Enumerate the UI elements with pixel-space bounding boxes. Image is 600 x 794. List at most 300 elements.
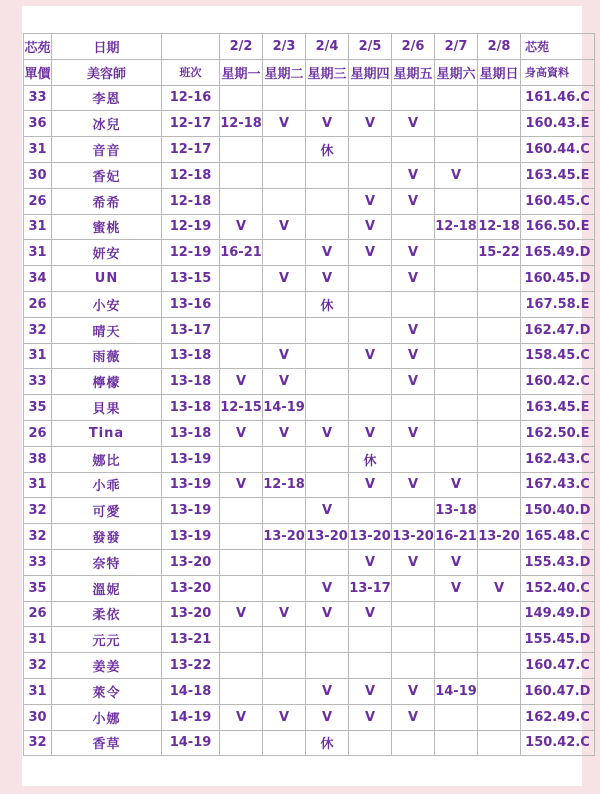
shift-cell: 14-18: [162, 678, 220, 704]
schedule-cell: [220, 627, 263, 653]
schedule-cell: 14-19: [263, 395, 306, 421]
height-info-cell: 160.47.C: [521, 653, 595, 679]
schedule-cell: [435, 369, 478, 395]
table-row: [24, 137, 595, 163]
schedule-cell: [478, 498, 521, 524]
shift-cell: 13-18: [162, 395, 220, 421]
unit-price-cell: 31: [24, 214, 52, 240]
height-info-cell: 155.43.D: [521, 549, 595, 575]
schedule-cell: 休: [306, 291, 349, 317]
schedule-cell: [306, 162, 349, 188]
height-info-cell: 160.44.C: [521, 137, 595, 163]
schedule-cell: [220, 162, 263, 188]
shift-cell: 13-22: [162, 653, 220, 679]
schedule-cell: V: [306, 678, 349, 704]
header-day-wed: 星期三: [306, 59, 349, 85]
schedule-cell: [220, 524, 263, 550]
height-info-cell: 166.50.E: [521, 214, 595, 240]
schedule-cell: [478, 291, 521, 317]
unit-price-cell: 26: [24, 291, 52, 317]
schedule-cell: V: [349, 214, 392, 240]
schedule-cell: 13-20: [306, 524, 349, 550]
schedule-cell: [263, 317, 306, 343]
schedule-cell: [435, 240, 478, 266]
schedule-cell: [263, 188, 306, 214]
unit-price-cell: 32: [24, 730, 52, 756]
height-info-cell: 150.40.D: [521, 498, 595, 524]
schedule-cell: V: [349, 188, 392, 214]
height-info-cell: 162.43.C: [521, 446, 595, 472]
height-info-cell: 160.43.E: [521, 111, 595, 137]
header-beautician-label: 美容師: [52, 59, 162, 85]
schedule-cell: [435, 266, 478, 292]
header-day-sat: 星期六: [435, 59, 478, 85]
schedule-cell: [435, 730, 478, 756]
schedule-cell: V: [263, 111, 306, 137]
schedule-cell: V: [263, 704, 306, 730]
unit-price-cell: 30: [24, 704, 52, 730]
shift-cell: 12-17: [162, 111, 220, 137]
beautician-name-cell: 小安: [52, 291, 162, 317]
header-dates-row: [24, 34, 595, 60]
table-row: [24, 343, 595, 369]
height-info-cell: 160.47.D: [521, 678, 595, 704]
shift-cell: 13-19: [162, 446, 220, 472]
schedule-cell: [435, 446, 478, 472]
unit-price-cell: 38: [24, 446, 52, 472]
schedule-cell: [435, 343, 478, 369]
unit-price-cell: 34: [24, 266, 52, 292]
unit-price-cell: 26: [24, 188, 52, 214]
schedule-cell: [263, 575, 306, 601]
beautician-name-cell: 冰兒: [52, 111, 162, 137]
header-date-sun: 2/8: [478, 34, 521, 60]
schedule-cell: [263, 678, 306, 704]
schedule-cell: V: [263, 601, 306, 627]
shift-cell: 12-17: [162, 137, 220, 163]
schedule-cell: V: [306, 111, 349, 137]
schedule-cell: [478, 137, 521, 163]
beautician-name-cell: 雨薇: [52, 343, 162, 369]
header-day-tue: 星期二: [263, 59, 306, 85]
table-row: [24, 111, 595, 137]
schedule-cell: V: [263, 420, 306, 446]
height-info-cell: 160.45.D: [521, 266, 595, 292]
schedule-cell: [220, 137, 263, 163]
schedule-cell: V: [392, 162, 435, 188]
schedule-cell: [392, 730, 435, 756]
schedule-cell: V: [306, 498, 349, 524]
schedule-cell: V: [349, 472, 392, 498]
schedule-cell: 休: [306, 730, 349, 756]
schedule-cell: [349, 291, 392, 317]
schedule-cell: [263, 137, 306, 163]
schedule-cell: [478, 653, 521, 679]
height-info-cell: 162.49.C: [521, 704, 595, 730]
schedule-cell: [478, 549, 521, 575]
header-days-row: [24, 59, 595, 85]
height-info-cell: 165.48.C: [521, 524, 595, 550]
shift-cell: 13-18: [162, 420, 220, 446]
schedule-cell: [263, 549, 306, 575]
beautician-name-cell: 香草: [52, 730, 162, 756]
schedule-cell: [478, 395, 521, 421]
shift-cell: 13-18: [162, 369, 220, 395]
beautician-name-cell: 蜜桃: [52, 214, 162, 240]
schedule-cell: V: [263, 343, 306, 369]
table-row: [24, 678, 595, 704]
schedule-cell: V: [220, 472, 263, 498]
schedule-cell: [349, 85, 392, 111]
shift-cell: 12-19: [162, 240, 220, 266]
schedule-cell: V: [349, 111, 392, 137]
schedule-cell: [349, 653, 392, 679]
schedule-cell: [220, 446, 263, 472]
beautician-name-cell: 李恩: [52, 85, 162, 111]
schedule-cell: [478, 446, 521, 472]
schedule-cell: V: [220, 601, 263, 627]
schedule-cell: 12-18: [478, 214, 521, 240]
schedule-cell: [478, 678, 521, 704]
shift-cell: 13-19: [162, 472, 220, 498]
header-date-sat: 2/7: [435, 34, 478, 60]
unit-price-cell: 31: [24, 472, 52, 498]
schedule-cell: 12-18: [220, 111, 263, 137]
schedule-cell: [263, 730, 306, 756]
schedule-cell: [435, 627, 478, 653]
schedule-cell: [306, 627, 349, 653]
schedule-cell: [263, 85, 306, 111]
table-row: [24, 420, 595, 446]
unit-price-cell: 35: [24, 395, 52, 421]
shift-cell: 13-18: [162, 343, 220, 369]
schedule-cell: [478, 704, 521, 730]
beautician-name-cell: 香妃: [52, 162, 162, 188]
schedule-cell: V: [349, 343, 392, 369]
schedule-cell: 12-18: [435, 214, 478, 240]
header-day-fri: 星期五: [392, 59, 435, 85]
height-info-cell: 149.49.D: [521, 601, 595, 627]
schedule-cell: [220, 85, 263, 111]
header-shift-blank: [162, 34, 220, 60]
schedule-cell: [306, 446, 349, 472]
schedule-cell: V: [306, 575, 349, 601]
schedule-cell: V: [349, 240, 392, 266]
schedule-cell: [478, 343, 521, 369]
schedule-cell: [263, 627, 306, 653]
schedule-cell: [478, 601, 521, 627]
beautician-name-cell: 可愛: [52, 498, 162, 524]
unit-price-cell: 31: [24, 343, 52, 369]
schedule-cell: [478, 317, 521, 343]
header-date-wed: 2/4: [306, 34, 349, 60]
schedule-cell: [478, 730, 521, 756]
schedule-cell: [435, 317, 478, 343]
table-row: [24, 291, 595, 317]
schedule-cell: [306, 317, 349, 343]
schedule-cell: V: [263, 214, 306, 240]
height-info-cell: 162.47.D: [521, 317, 595, 343]
beautician-name-cell: 柔依: [52, 601, 162, 627]
schedule-cell: V: [306, 704, 349, 730]
schedule-cell: [220, 653, 263, 679]
schedule-cell: [435, 85, 478, 111]
schedule-cell: [263, 291, 306, 317]
table-row: [24, 549, 595, 575]
schedule-cell: [435, 653, 478, 679]
header-date-thu: 2/5: [349, 34, 392, 60]
beautician-name-cell: Tina: [52, 420, 162, 446]
table-row: [24, 601, 595, 627]
schedule-cell: [478, 266, 521, 292]
schedule-cell: V: [392, 678, 435, 704]
schedule-cell: 13-20: [349, 524, 392, 550]
schedule-cell: 12-15: [220, 395, 263, 421]
height-info-cell: 167.58.E: [521, 291, 595, 317]
schedule-cell: V: [263, 266, 306, 292]
schedule-cell: V: [306, 266, 349, 292]
schedule-cell: [306, 188, 349, 214]
schedule-cell: V: [392, 369, 435, 395]
unit-price-cell: 31: [24, 240, 52, 266]
beautician-name-cell: 姜姜: [52, 653, 162, 679]
header-date-mon: 2/2: [220, 34, 263, 60]
schedule-cell: [220, 291, 263, 317]
schedule-cell: 16-21: [435, 524, 478, 550]
schedule-cell: [392, 498, 435, 524]
schedule-cell: [392, 395, 435, 421]
schedule-cell: [306, 85, 349, 111]
schedule-cell: V: [349, 549, 392, 575]
schedule-cell: V: [392, 111, 435, 137]
shift-cell: 13-17: [162, 317, 220, 343]
schedule-cell: [478, 188, 521, 214]
height-info-cell: 162.50.E: [521, 420, 595, 446]
table-row: [24, 240, 595, 266]
header-info-label: 芯苑: [521, 34, 595, 60]
schedule-cell: [349, 395, 392, 421]
schedule-cell: V: [392, 317, 435, 343]
table-row: [24, 575, 595, 601]
table-row: [24, 446, 595, 472]
unit-price-cell: 26: [24, 420, 52, 446]
schedule-cell: [220, 188, 263, 214]
beautician-name-cell: 音音: [52, 137, 162, 163]
header-date-fri: 2/6: [392, 34, 435, 60]
table-row: [24, 266, 595, 292]
schedule-cell: V: [220, 420, 263, 446]
schedule-cell: [478, 85, 521, 111]
height-info-cell: 165.49.D: [521, 240, 595, 266]
beautician-name-cell: 溫妮: [52, 575, 162, 601]
unit-price-cell: 33: [24, 369, 52, 395]
table-row: [24, 730, 595, 756]
unit-price-cell: 32: [24, 498, 52, 524]
height-info-cell: 155.45.D: [521, 627, 595, 653]
schedule-cell: [306, 343, 349, 369]
schedule-cell: 14-19: [435, 678, 478, 704]
schedule-cell: [220, 498, 263, 524]
table-row: [24, 85, 595, 111]
schedule-cell: V: [392, 240, 435, 266]
unit-price-cell: 32: [24, 653, 52, 679]
schedule-cell: 13-20: [263, 524, 306, 550]
schedule-cell: [435, 420, 478, 446]
schedule-cell: [349, 317, 392, 343]
unit-price-cell: 33: [24, 85, 52, 111]
schedule-cell: V: [392, 343, 435, 369]
schedule-cell: [392, 601, 435, 627]
unit-price-cell: 33: [24, 549, 52, 575]
schedule-cell: [349, 627, 392, 653]
height-info-cell: 160.45.C: [521, 188, 595, 214]
schedule-cell: [220, 266, 263, 292]
schedule-cell: [392, 137, 435, 163]
unit-price-cell: 31: [24, 627, 52, 653]
shift-cell: 14-19: [162, 704, 220, 730]
schedule-cell: [435, 704, 478, 730]
schedule-cell: [349, 498, 392, 524]
schedule-cell: [263, 446, 306, 472]
header-height-info-label: 身高資料: [521, 59, 595, 85]
beautician-name-cell: 貝果: [52, 395, 162, 421]
schedule-cell: V: [263, 369, 306, 395]
shift-cell: 13-19: [162, 524, 220, 550]
header-price-label: 芯苑: [24, 34, 52, 60]
beautician-name-cell: 發發: [52, 524, 162, 550]
schedule-cell: [478, 472, 521, 498]
unit-price-cell: 32: [24, 317, 52, 343]
height-info-cell: 160.42.C: [521, 369, 595, 395]
schedule-cell: [349, 137, 392, 163]
unit-price-cell: 31: [24, 678, 52, 704]
beautician-name-cell: 小娜: [52, 704, 162, 730]
schedule-cell: [478, 369, 521, 395]
beautician-name-cell: 元元: [52, 627, 162, 653]
schedule-cell: [392, 575, 435, 601]
schedule-cell: [220, 678, 263, 704]
table-row: [24, 627, 595, 653]
unit-price-cell: 36: [24, 111, 52, 137]
shift-cell: 12-18: [162, 162, 220, 188]
shift-cell: 13-20: [162, 601, 220, 627]
shift-cell: 14-19: [162, 730, 220, 756]
schedule-cell: [478, 627, 521, 653]
table-row: [24, 317, 595, 343]
schedule-cell: [392, 214, 435, 240]
schedule-cell: V: [220, 369, 263, 395]
schedule-cell: [478, 420, 521, 446]
schedule-cell: [392, 291, 435, 317]
schedule-cell: V: [392, 472, 435, 498]
header-day-thu: 星期四: [349, 59, 392, 85]
height-info-cell: 163.45.E: [521, 395, 595, 421]
table-row: [24, 214, 595, 240]
unit-price-cell: 32: [24, 524, 52, 550]
schedule-cell: [435, 137, 478, 163]
beautician-name-cell: 希希: [52, 188, 162, 214]
schedule-cell: V: [435, 549, 478, 575]
schedule-cell: [263, 240, 306, 266]
header-unit-price-label: 單價: [24, 59, 52, 85]
table-row: [24, 653, 595, 679]
header-day-mon: 星期一: [220, 59, 263, 85]
schedule-cell: [435, 601, 478, 627]
beautician-name-cell: 奈特: [52, 549, 162, 575]
schedule-cell: 13-18: [435, 498, 478, 524]
schedule-cell: [306, 214, 349, 240]
table-row: [24, 369, 595, 395]
schedule-cell: V: [349, 420, 392, 446]
beautician-name-cell: 娜比: [52, 446, 162, 472]
shift-cell: 13-16: [162, 291, 220, 317]
schedule-cell: [349, 162, 392, 188]
schedule-cell: V: [392, 188, 435, 214]
table-row: [24, 395, 595, 421]
schedule-cell: 13-17: [349, 575, 392, 601]
table-row: [24, 472, 595, 498]
schedule-cell: V: [392, 266, 435, 292]
schedule-cell: [220, 343, 263, 369]
schedule-cell: 16-21: [220, 240, 263, 266]
schedule-cell: V: [478, 575, 521, 601]
schedule-cell: [306, 395, 349, 421]
schedule-cell: V: [220, 704, 263, 730]
schedule-cell: V: [392, 704, 435, 730]
unit-price-cell: 26: [24, 601, 52, 627]
schedule-cell: 15-22: [478, 240, 521, 266]
table-row: [24, 188, 595, 214]
height-info-cell: 161.46.C: [521, 85, 595, 111]
shift-cell: 13-20: [162, 575, 220, 601]
table-row: [24, 704, 595, 730]
schedule-cell: V: [435, 575, 478, 601]
schedule-cell: [306, 369, 349, 395]
beautician-name-cell: 晴天: [52, 317, 162, 343]
schedule-cell: [349, 369, 392, 395]
unit-price-cell: 31: [24, 137, 52, 163]
schedule-cell: [263, 653, 306, 679]
schedule-cell: V: [306, 601, 349, 627]
shift-cell: 13-20: [162, 549, 220, 575]
header-shift-label: 班次: [162, 59, 220, 85]
shift-cell: 13-19: [162, 498, 220, 524]
beautician-name-cell: 萊令: [52, 678, 162, 704]
schedule-cell: [349, 266, 392, 292]
schedule-cell: [435, 111, 478, 137]
schedule-cell: V: [435, 162, 478, 188]
schedule-cell: V: [306, 240, 349, 266]
table-row: [24, 162, 595, 188]
schedule-cell: [435, 291, 478, 317]
beautician-name-cell: 妍安: [52, 240, 162, 266]
schedule-cell: 休: [306, 137, 349, 163]
header-date-label: 日期: [52, 34, 162, 60]
unit-price-cell: 35: [24, 575, 52, 601]
schedule-cell: V: [392, 420, 435, 446]
beautician-name-cell: UN: [52, 266, 162, 292]
schedule-cell: [220, 549, 263, 575]
schedule-cell: [392, 627, 435, 653]
shift-cell: 12-19: [162, 214, 220, 240]
schedule-cell: [392, 85, 435, 111]
unit-price-cell: 30: [24, 162, 52, 188]
schedule-cell: V: [349, 678, 392, 704]
header-day-sun: 星期日: [478, 59, 521, 85]
schedule-cell: V: [349, 704, 392, 730]
table-row: [24, 498, 595, 524]
schedule-cell: [306, 653, 349, 679]
